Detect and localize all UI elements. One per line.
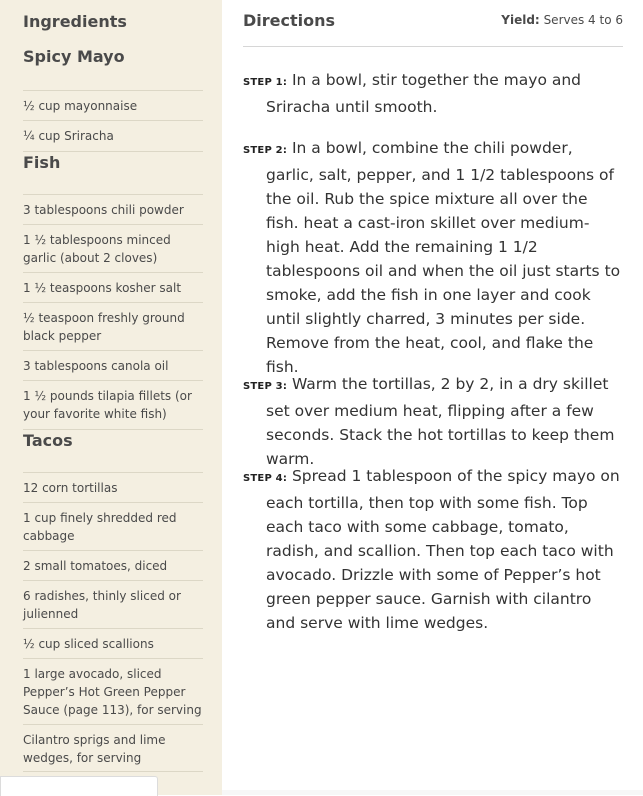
ingredient-item: 3 tablespoons chili powder [23, 194, 203, 219]
ingredient-item: 1 ½ teaspoons kosher salt [23, 272, 203, 297]
ingredient-item: 3 tablespoons canola oil [23, 350, 203, 375]
step-label: STEP 3: [243, 381, 288, 392]
group-title-spicy-mayo: Spicy Mayo [23, 47, 125, 66]
ingredients-sidebar [0, 0, 222, 795]
ingredient-item: 6 radishes, thinly sliced or julienned [23, 580, 203, 623]
step-label: STEP 2: [243, 145, 288, 156]
group-title-tacos: Tacos [23, 429, 203, 450]
yield-value: Serves 4 to 6 [543, 13, 623, 27]
ingredient-item: ½ cup mayonnaise [23, 90, 203, 115]
ingredient-item: 1 large avocado, sliced Pepper’s Hot Green Pepper Sauce (page 113), for serving [23, 658, 203, 719]
yield-label: Yield: [501, 13, 540, 27]
step-text: Warm the tortillas, 2 by 2, in a dry skillet set over medium heat, flipping after a few seconds. Stack the hot tortillas to keep them warm. [266, 375, 615, 468]
ingredient-item: ¼ cup Sriracha [23, 120, 203, 145]
ingredient-item: 2 small tomatoes, diced [23, 550, 203, 575]
ingredient-item: 1 ½ tablespoons minced garlic (about 2 cloves) [23, 224, 203, 267]
bottom-strip [222, 790, 643, 795]
ingredient-item: 1 cup finely shredded red cabbage [23, 502, 203, 545]
step-label: STEP 1: [243, 77, 288, 88]
directions-title: Directions [243, 11, 336, 30]
step-text: Spread 1 tablespoon of the spicy mayo on each tortilla, then top with some fish. Top each taco with some cabbage, tomato, radish, and scallion. Then top each taco with avocado. Drizzle with some of Pepper’s hot green pepper sauce. Garnish with cilantro and serve with lime wedges. [266, 467, 620, 632]
direction-step-3 [243, 372, 623, 471]
direction-step-4 [243, 464, 623, 635]
ingredient-item: ½ teaspoon freshly ground black pepper [23, 302, 203, 345]
ingredient-item: 12 corn tortillas [23, 472, 203, 497]
direction-step-2 [243, 136, 623, 379]
bottom-tab-panel[interactable] [0, 776, 158, 796]
ingredient-item: ½ cup sliced scallions [23, 628, 203, 653]
group-title-fish: Fish [23, 151, 203, 172]
direction-step-1 [243, 68, 623, 119]
ingredient-item: 1 ½ pounds tilapia fillets (or your favorite white fish) [23, 380, 203, 423]
step-text: In a bowl, combine the chili powder, garlic, salt, pepper, and 1 1/2 tablespoons of the oil. Rub the spice mixture all over the fish. heat a cast-iron skillet over medium-high heat. Add the remaining 1 1/2 tablespoons oil and when the oil just starts to smoke, add the fish in one layer and cook until slightly charred, 3 minutes per side. Remove from the heat, cool, and flake the fish. [266, 139, 621, 376]
directions-divider [243, 46, 623, 47]
yield-info [501, 13, 623, 27]
ingredient-item: Cilantro sprigs and lime wedges, for serving [23, 724, 203, 772]
step-label: STEP 4: [243, 473, 288, 484]
step-text: In a bowl, stir together the mayo and Sriracha until smooth. [266, 71, 582, 116]
ingredients-title: Ingredients [23, 12, 127, 31]
